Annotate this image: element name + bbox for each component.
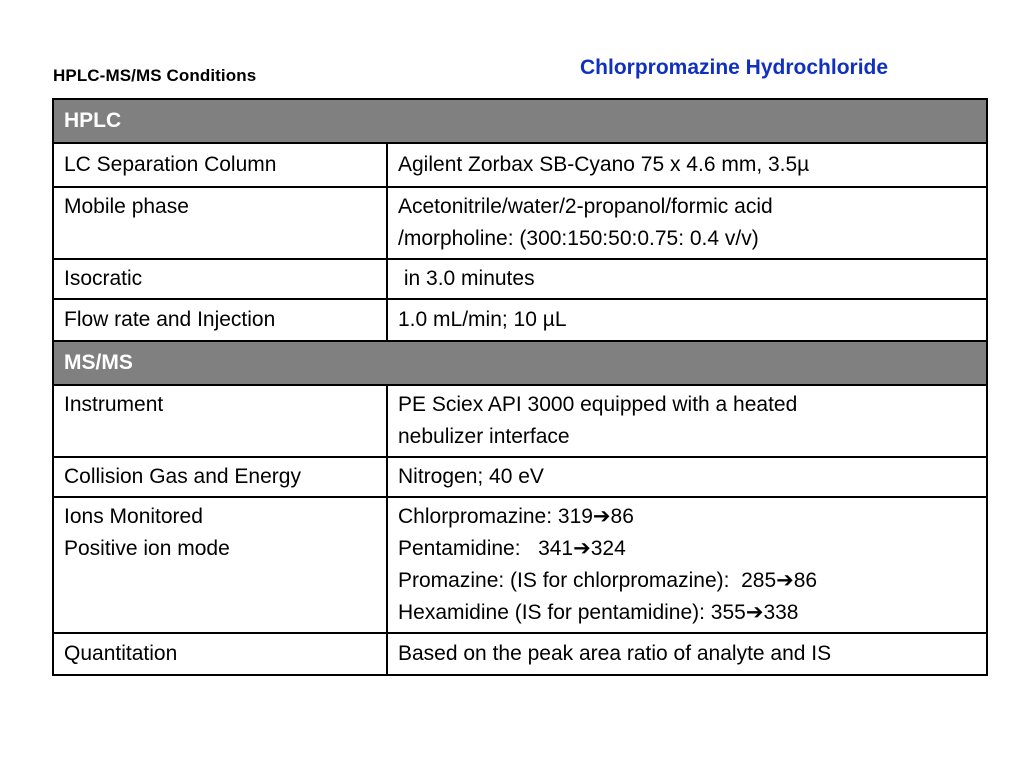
row-value (387, 497, 987, 633)
value-line: nebulizer interface (398, 425, 570, 448)
ion-transition-line: Chlorpromazine: 319➔86 (398, 505, 634, 528)
label-line: Ions Monitored (64, 505, 203, 528)
table-row (53, 187, 987, 259)
row-value: Agilent Zorbax SB-Cyano 75 x 4.6 mm, 3.5µ (387, 143, 987, 187)
ion-transition-line: Pentamidine: 341➔324 (398, 537, 626, 560)
row-label (53, 497, 387, 633)
row-value (387, 187, 987, 259)
row-label: Collision Gas and Energy (53, 457, 387, 497)
table-row (53, 143, 987, 187)
row-label: Mobile phase (53, 187, 387, 259)
table-row (53, 259, 987, 299)
table-row (53, 633, 987, 675)
ion-transition-line: Promazine: (IS for chlorpromazine): 285➔86 (398, 569, 818, 592)
row-value: in 3.0 minutes (387, 259, 987, 299)
conditions-table (52, 98, 988, 676)
row-value: 1.0 mL/min; 10 µL (387, 299, 987, 341)
conditions-heading: HPLC-MS/MS Conditions (53, 66, 257, 85)
document-title: Chlorpromazine Hydrochloride (580, 56, 889, 79)
section-row-msms (53, 341, 987, 385)
section-header-msms: MS/MS (53, 341, 987, 385)
row-label: Flow rate and Injection (53, 299, 387, 341)
table-row (53, 497, 987, 633)
section-row-hplc (53, 99, 987, 143)
table-row (53, 299, 987, 341)
row-label: Instrument (53, 385, 387, 457)
table-row (53, 457, 987, 497)
row-value (387, 385, 987, 457)
section-header-hplc: HPLC (53, 99, 987, 143)
row-value: Based on the peak area ratio of analyte and IS (387, 633, 987, 675)
value-line: Acetonitrile/water/2-propanol/formic acid (398, 195, 773, 218)
table-row (53, 385, 987, 457)
ion-transition-line: Hexamidine (IS for pentamidine): 355➔338 (398, 601, 799, 624)
label-line: Positive ion mode (64, 537, 230, 560)
row-value: Nitrogen; 40 eV (387, 457, 987, 497)
row-label: Quantitation (53, 633, 387, 675)
row-label: Isocratic (53, 259, 387, 299)
value-line: PE Sciex API 3000 equipped with a heated (398, 393, 798, 416)
value-line: /morpholine: (300:150:50:0.75: 0.4 v/v) (398, 227, 759, 250)
row-label: LC Separation Column (53, 143, 387, 187)
